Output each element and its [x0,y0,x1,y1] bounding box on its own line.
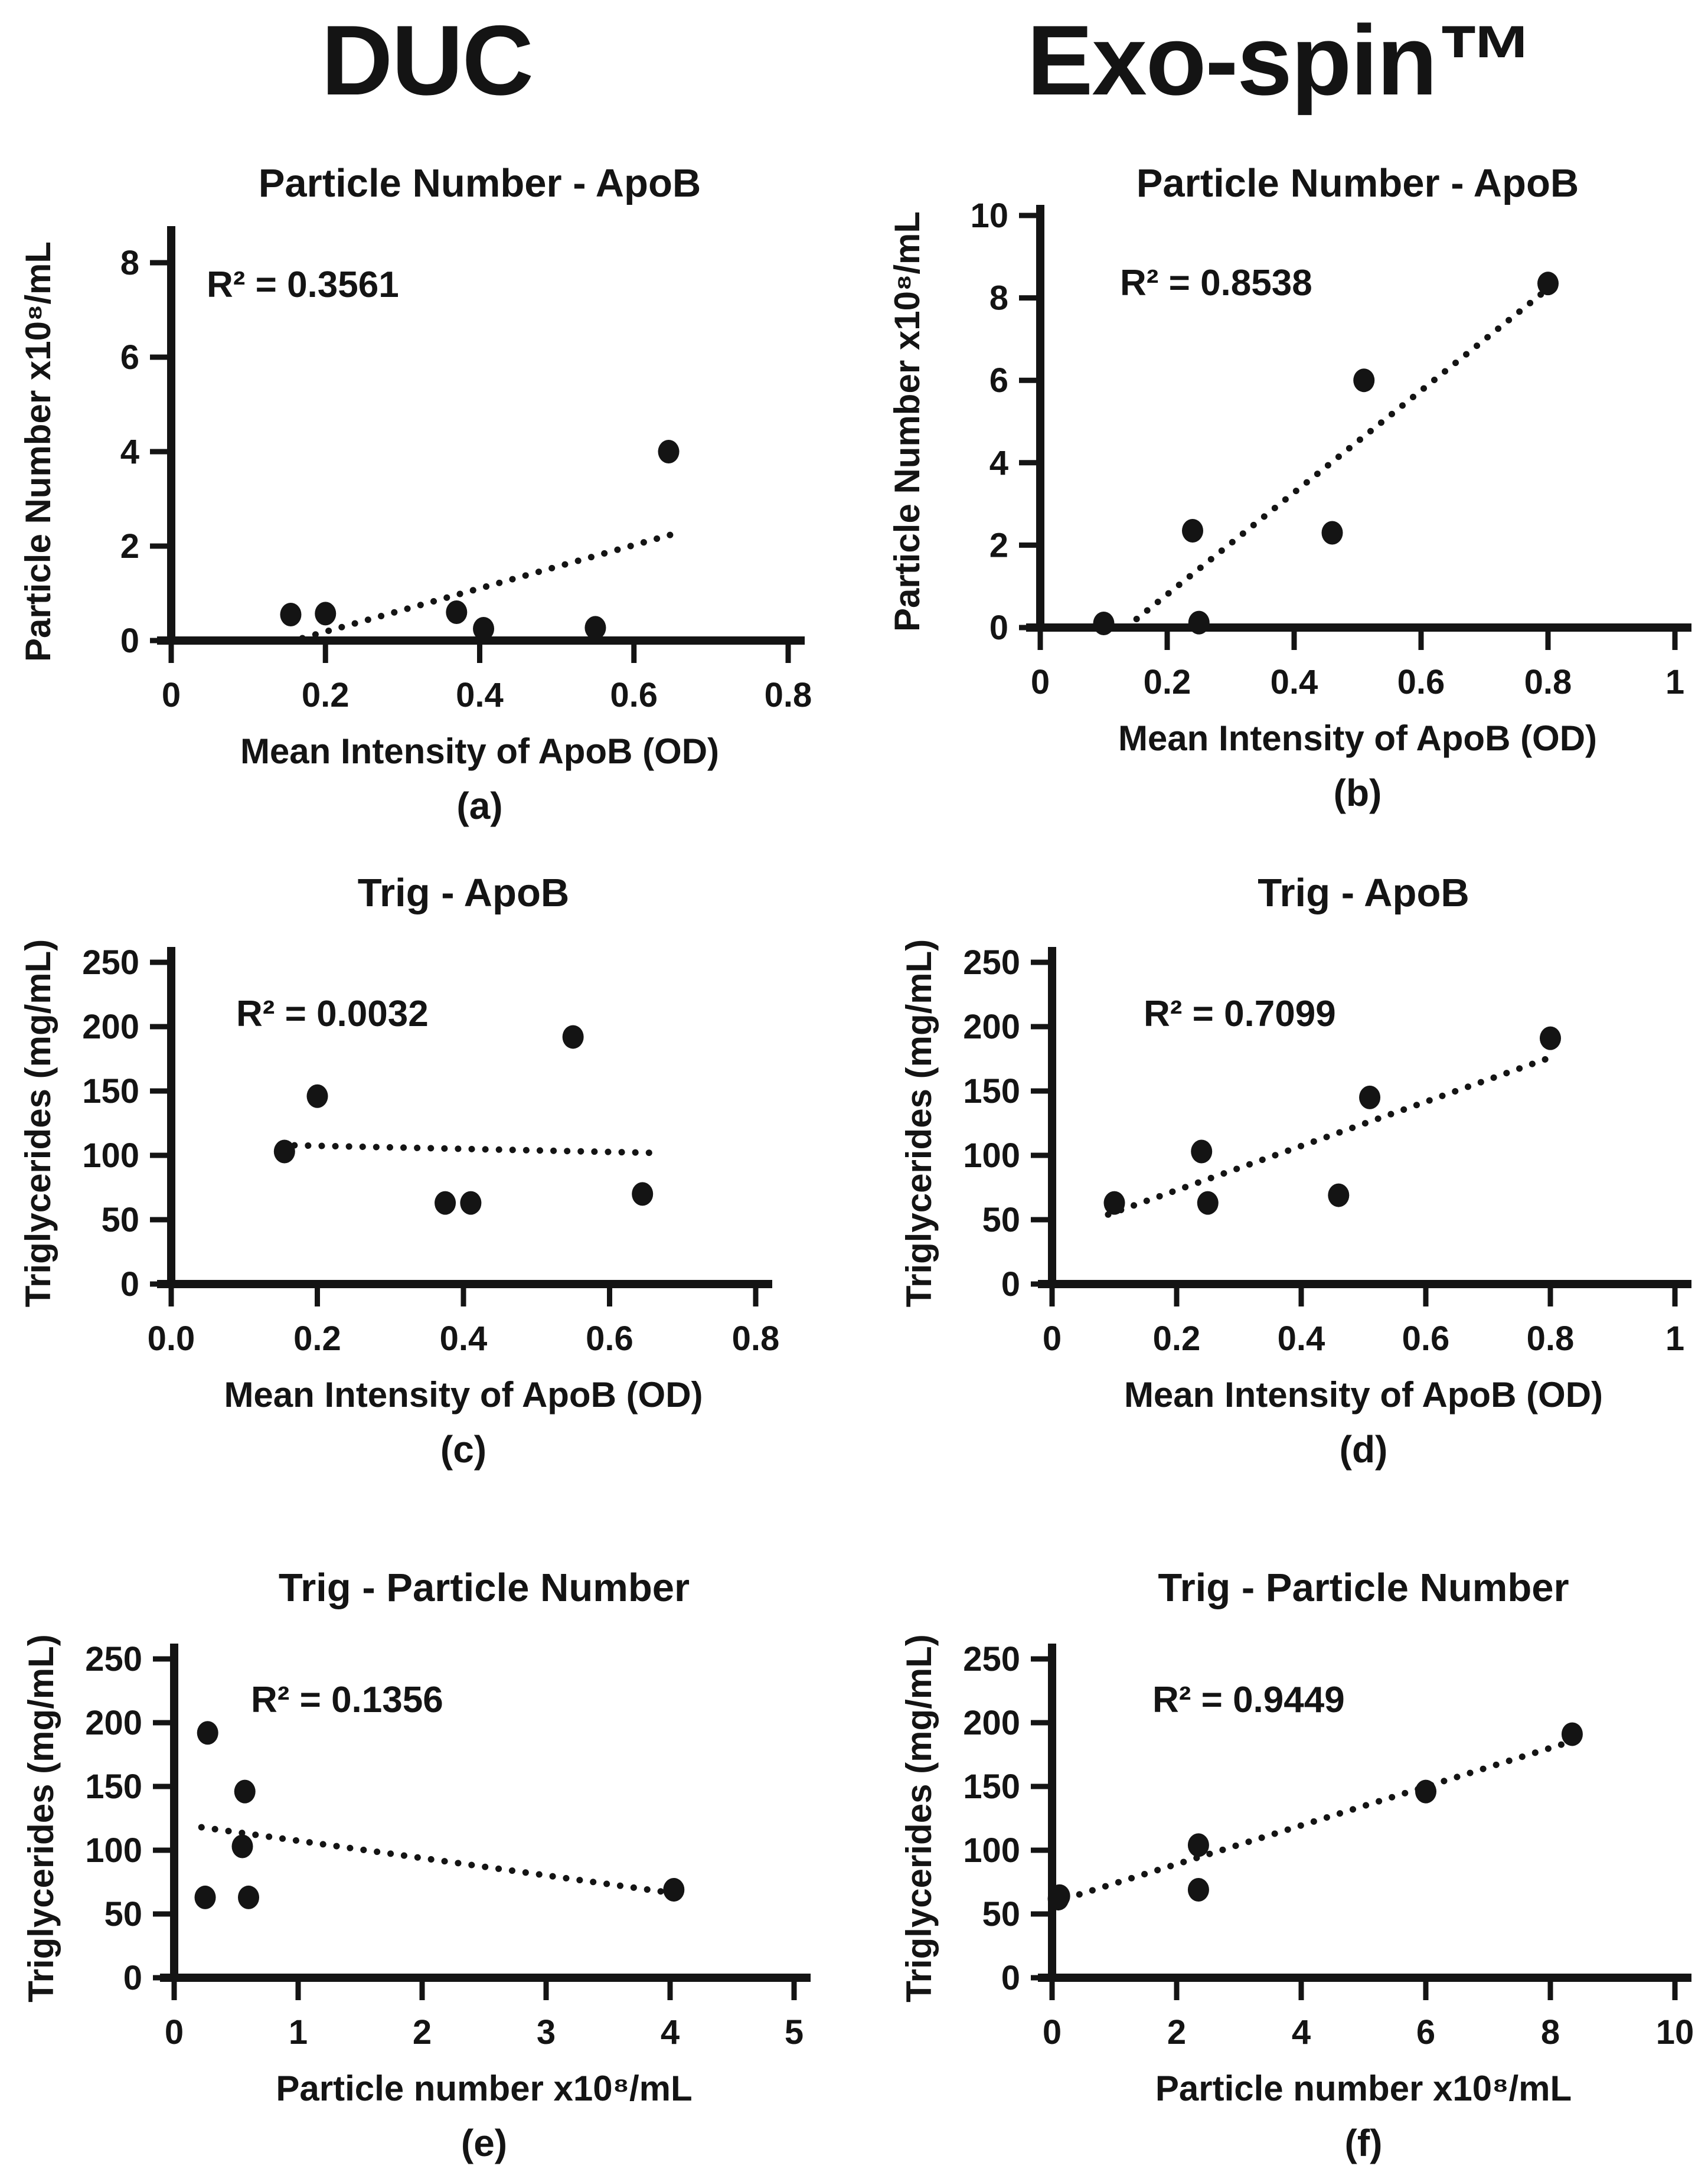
x-tick-label: 3 [536,2013,556,2052]
y-tick-label: 100 [962,1136,1020,1175]
x-tick-label: 1 [288,2013,308,2052]
y-tick-label: 6 [120,338,139,377]
x-tick-label: 0.2 [301,676,350,714]
data-point [234,1780,256,1804]
y-tick-label: 0 [989,609,1008,647]
x-tick-label: 0 [1030,663,1050,701]
y-tick-label: 100 [82,1136,139,1175]
panel-a [0,115,854,856]
x-axis-label: Particle number x10⁸/mL [276,2069,693,2108]
data-point [563,1025,584,1048]
chart-title: Trig - Particle Number [1157,1566,1569,1610]
y-tick-label: 250 [962,1640,1020,1678]
chart-d-svg [854,856,1708,1535]
y-axis-label: Particle Number x10⁸/mL [18,241,58,662]
chart-title: Particle Number - ApoB [1136,161,1579,205]
x-tick-label: 8 [1540,2013,1560,2052]
y-tick-label: 150 [82,1072,139,1110]
panel-label: (f) [1344,2122,1382,2164]
y-axis-label: Triglycerides (mg/mL) [18,939,58,1308]
data-point [632,1182,653,1206]
x-tick-label: 10 [1655,2013,1694,2052]
y-axis-label: Triglycerides (mg/mL) [899,939,939,1308]
y-tick-label: 2 [989,526,1008,565]
x-axis-label: Mean Intensity of ApoB (OD) [240,731,720,771]
x-axis-label: Mean Intensity of ApoB (OD) [1124,1375,1603,1415]
data-point [1561,1722,1582,1746]
y-tick-label: 10 [969,197,1008,235]
data-point [446,600,467,624]
x-tick-label: 0 [1042,1319,1062,1358]
chart-b-svg [854,115,1708,856]
chart-a-svg [0,115,854,856]
chart-title: Trig - Particle Number [278,1566,690,1610]
y-tick-label: 6 [989,361,1008,400]
panel-c [0,856,854,1535]
data-point [658,440,680,463]
x-tick-label: 0.6 [1402,1319,1449,1358]
x-axis-label: Mean Intensity of ApoB (OD) [224,1375,703,1415]
y-tick-label: 0 [123,1959,142,1997]
panel-f [854,1535,1708,2182]
y-axis-label: Triglycerides (mg/mL) [21,1634,61,2003]
panel-label: (e) [461,2122,508,2164]
column-title-duc: DUC [321,5,533,116]
y-tick-label: 50 [101,1201,139,1239]
y-tick-label: 50 [981,1201,1020,1239]
panel-label: (c) [440,1428,487,1471]
y-tick-label: 50 [981,1895,1020,1933]
panel-label: (a) [456,785,503,827]
x-tick-label: 0.4 [1277,1319,1325,1358]
trendline [281,1145,650,1153]
data-point [1187,1878,1209,1902]
y-tick-label: 150 [962,1072,1020,1110]
x-tick-label: 0.6 [610,676,658,714]
y-tick-label: 100 [85,1831,142,1870]
trendline [201,1827,676,1893]
y-tick-label: 2 [120,527,139,566]
y-tick-label: 200 [962,1704,1020,1742]
x-tick-label: 0.8 [731,1319,780,1358]
chart-f-svg [854,1535,1708,2182]
chart-e-svg [0,1535,854,2182]
x-tick-label: 0 [164,2013,184,2052]
y-tick-label: 0 [1001,1265,1020,1304]
column-title-exospin: Exo-spin™ [1027,5,1534,116]
y-tick-label: 150 [85,1768,142,1806]
data-point [1321,521,1343,544]
data-point [1187,1833,1209,1857]
y-tick-label: 50 [104,1895,142,1933]
data-point [1540,1027,1561,1050]
x-tick-label: 1 [1665,1319,1684,1358]
y-tick-label: 200 [85,1704,142,1742]
chart-c-svg [0,856,854,1535]
y-axis-label: Triglycerides (mg/mL) [899,1634,939,2003]
x-tick-label: 0.8 [1526,1319,1574,1358]
y-tick-label: 8 [120,244,139,282]
y-axis-label: Particle Number x10⁸/mL [887,211,927,632]
data-point [238,1886,259,1909]
data-point [1328,1184,1349,1207]
data-point [1103,1191,1125,1215]
y-tick-label: 4 [120,433,139,471]
x-tick-label: 1 [1665,663,1684,701]
panel-label: (d) [1339,1428,1387,1471]
x-axis-label: Particle number x10⁸/mL [1155,2069,1572,2108]
x-tick-label: 0.6 [586,1319,633,1358]
x-tick-label: 0.0 [147,1319,195,1358]
data-point [315,602,336,625]
x-tick-label: 0.4 [1270,663,1318,701]
r-squared-annotation: R² = 0.7099 [1143,994,1336,1034]
data-point [460,1191,481,1215]
x-tick-label: 0.4 [439,1319,488,1358]
x-tick-label: 0.8 [764,676,812,714]
panel-b [854,115,1708,856]
y-tick-label: 0 [120,622,139,660]
data-point [280,603,301,626]
data-point [307,1085,328,1108]
x-tick-label: 2 [412,2013,432,2052]
x-axis-label: Mean Intensity of ApoB (OD) [1118,718,1597,758]
x-tick-label: 0.2 [1143,663,1191,701]
x-tick-label: 0.8 [1524,663,1572,701]
trendline [1126,294,1542,628]
y-tick-label: 200 [962,1008,1020,1046]
x-tick-label: 0.4 [456,676,504,714]
trendline [1053,1739,1578,1902]
data-point [274,1139,295,1163]
panel-label: (b) [1333,772,1382,814]
y-tick-label: 0 [120,1265,139,1304]
panel-e [0,1535,854,2182]
y-tick-label: 150 [962,1768,1020,1806]
r-squared-annotation: R² = 0.3561 [207,264,399,305]
data-point [1182,519,1203,543]
panel-d [854,856,1708,1535]
data-point [195,1886,216,1909]
data-point [1415,1780,1436,1804]
x-tick-label: 0.6 [1397,663,1445,701]
y-tick-label: 250 [962,943,1020,982]
data-point [1353,368,1374,392]
x-tick-label: 0.2 [1152,1319,1200,1358]
y-tick-label: 100 [962,1831,1020,1870]
y-tick-label: 250 [82,943,139,982]
chart-title: Particle Number - ApoB [258,161,701,205]
data-point [663,1878,684,1902]
x-tick-label: 0 [1042,2013,1062,2052]
y-tick-label: 4 [989,443,1008,482]
r-squared-annotation: R² = 0.8538 [1119,263,1312,303]
data-point [435,1191,456,1215]
data-point [1191,1139,1212,1163]
data-point [197,1721,218,1745]
data-point [1537,272,1559,295]
y-tick-label: 200 [82,1008,139,1046]
data-point [1359,1086,1380,1109]
y-tick-label: 250 [85,1640,142,1678]
r-squared-annotation: R² = 0.1356 [251,1680,443,1720]
data-point [1197,1191,1218,1215]
chart-title: Trig - ApoB [1257,871,1469,915]
x-tick-label: 0.2 [293,1319,341,1358]
r-squared-annotation: R² = 0.9449 [1152,1680,1345,1720]
y-tick-label: 8 [989,279,1008,318]
x-tick-label: 5 [784,2013,804,2052]
x-tick-label: 6 [1416,2013,1435,2052]
y-tick-label: 0 [1001,1959,1020,1997]
data-point [232,1835,253,1858]
data-point [584,616,606,639]
x-tick-label: 4 [660,2013,680,2052]
r-squared-annotation: R² = 0.0032 [236,994,429,1034]
x-tick-label: 4 [1291,2013,1311,2052]
chart-title: Trig - ApoB [357,871,570,915]
x-tick-label: 0 [161,676,181,714]
x-tick-label: 2 [1167,2013,1186,2052]
